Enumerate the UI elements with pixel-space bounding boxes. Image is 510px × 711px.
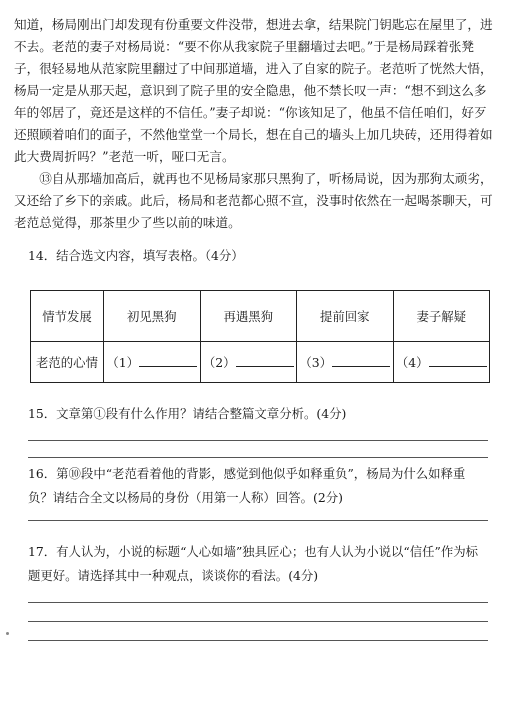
question-16 (28, 462, 488, 521)
question-17 (28, 540, 488, 641)
answer-line[interactable] (28, 457, 488, 458)
answer-blank[interactable] (139, 353, 197, 367)
table-header-row (31, 291, 490, 342)
answer-blank[interactable] (429, 353, 487, 367)
plot-mood-table (30, 290, 490, 383)
answer-blank[interactable] (332, 353, 390, 367)
story-paragraph: 知道，杨局刚出门却发现有份重要文件没带，想进去拿，结果院门钥匙忘在屋里了，进不去。老范的妻子对杨局说：“要不你从我家院子里翻墙过去吧。”于是杨局踩着张凳子，很轻易地从范家院里翻过了中间那道墙，进入了自家的院子。老范听了恍然大悟，杨局一定是从那天起，意识到了院子里的安全隐患，他不禁长叹一声：“想不到这么多年的邻居了，竟还是这样的不信任。”妻子却说：“你该知足了，他虽不信任咱们，好歹还照顾着咱们的面子，不然他堂堂一个局长，想在自己的墙头上加几块砖，还用得着如此大费周折吗？”老范一听，哑口无言。 (14, 17, 493, 164)
table-header-cell: 妻子解疑 (393, 291, 490, 342)
table-row (31, 342, 490, 383)
question-14-prompt: 14．结合选文内容，填写表格。（4分） (28, 248, 244, 263)
answer-cell-2[interactable]: （2） (200, 342, 297, 383)
scan-speck (6, 632, 9, 635)
story-excerpt (14, 14, 498, 234)
table-header-cell: 提前回家 (297, 291, 394, 342)
answer-cell-4[interactable]: （4） (393, 342, 490, 383)
question-17-prompt: 17．有人认为，小说的标题“人心如墙”独具匠心；也有人认为小说以“信任”作为标题更好。请选择其中一种观点，谈谈你的看法。(4分) (28, 544, 478, 583)
story-paragraph-13: ⑬自从那墙加高后，就再也不见杨局家那只黑狗了，听杨局说，因为那狗太顽劣，又还给了乡下的亲戚。此后，杨局和老范都心照不宣，没事时依然在一起喝茶聊天，可老范总觉得，那茶里少了些以前的味道。 (14, 171, 493, 230)
question-14 (28, 244, 488, 268)
question-15 (28, 402, 488, 458)
answer-blank[interactable] (236, 353, 294, 367)
table-header-cell: 再遇黑狗 (200, 291, 297, 342)
question-15-prompt: 15．文章第①段有什么作用？请结合整篇文章分析。(4分) (28, 406, 347, 421)
answer-cell-1[interactable]: （1） (104, 342, 201, 383)
table-row-label: 老范的心情 (31, 342, 104, 383)
question-16-prompt: 16．第⑩段中“老范看着他的背影，感觉到他似乎如释重负”，杨局为什么如释重负？请结合全文以杨局的身份（用第一人称）回答。(2分) (28, 466, 466, 505)
table-header-cell: 情节发展 (31, 291, 104, 342)
answer-line[interactable] (28, 520, 488, 521)
answer-cell-3[interactable]: （3） (297, 342, 394, 383)
answer-line[interactable] (28, 640, 488, 641)
table-header-cell: 初见黑狗 (104, 291, 201, 342)
